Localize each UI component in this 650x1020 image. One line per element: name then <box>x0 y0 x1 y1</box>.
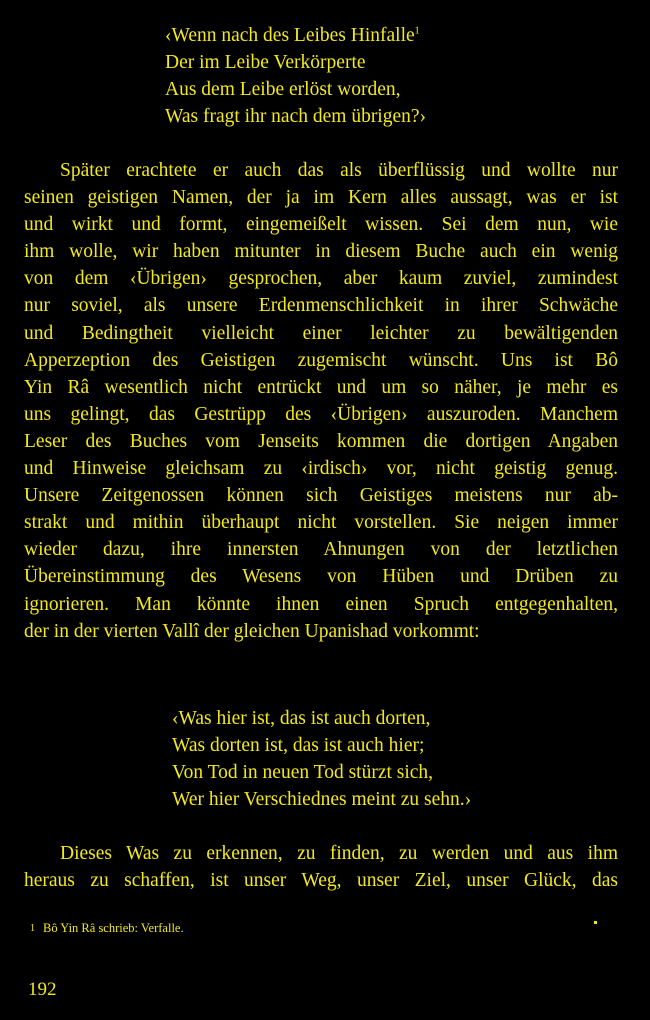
print-speck <box>594 921 597 924</box>
paragraph-line: Dieses Was zu erkennen, zu finden, zu werden und aus ihm <box>60 843 618 864</box>
verse-line: Der im Leibe Verkörperte <box>165 52 366 73</box>
verse-line-text: ‹Wenn nach des Leibes Hinfalle <box>165 25 415 46</box>
verse-line: Aus dem Leibe erlöst worden, <box>165 79 401 100</box>
body-paragraph-continued <box>24 840 618 894</box>
paragraph-line: wieder dazu, ihre innersten Ahnungen von der letztlichen <box>24 539 618 561</box>
paragraph-line: und Bedingtheit vielleicht einer leichter zu bewältigenden <box>24 322 618 344</box>
verse-quote-bottom <box>172 705 471 813</box>
paragraph-line: Übereinstimmung des Wesens von Hüben und Drüben zu <box>24 566 618 588</box>
paragraph-line: Apperzeption des Geistigen zugemischt wünscht. Uns ist Bô <box>24 349 618 371</box>
paragraph-line: Leser des Buches vom Jenseits kommen die dortigen Angaben <box>24 430 618 452</box>
paragraph-line: Yin Râ wesentlich nicht entrückt und um so näher, je mehr es <box>24 376 618 398</box>
paragraph-line: strakt und mithin überhaupt nicht vorstellen. Sie neigen immer <box>24 512 618 534</box>
paragraph-line: ignorieren. Man könnte ihnen einen Spruch entgegenhalten, <box>24 593 618 615</box>
paragraph-line: seinen geistigen Namen, der ja im Kern alles aussagt, was er ist <box>24 187 618 209</box>
verse-line: ‹Was hier ist, das ist auch dorten, <box>172 708 431 729</box>
paragraph-line: von dem ‹Übrigen› gesprochen, aber kaum zuviel, zumindest <box>24 268 618 290</box>
verse-quote-top <box>165 22 426 130</box>
paragraph-line: der in der vierten Vallî der gleichen Upanishad vorkommt: <box>24 620 480 642</box>
verse-line: Was dorten ist, das ist auch hier; <box>172 735 425 756</box>
footnote-text: Bô Yin Râ schrieb: Verfalle. <box>43 921 184 935</box>
footnote <box>30 920 184 937</box>
footnote-marker: 1 <box>30 923 35 934</box>
paragraph-line: Später erachtete er auch das als überflüssig und wollte nur <box>60 160 618 181</box>
body-paragraph <box>24 157 618 645</box>
paragraph-line: ihm wolle, wir haben mitunter in diesem Buche auch ein wenig <box>24 241 618 263</box>
paragraph-line: nur soviel, als unsere Erdenmenschlichkeit in ihrer Schwäche <box>24 295 618 317</box>
footnote-reference: 1 <box>414 25 420 37</box>
page-number: 192 <box>28 979 57 1000</box>
paragraph-line: heraus zu schaffen, ist unser Weg, unser Ziel, unser Glück, das <box>24 870 618 892</box>
verse-line <box>165 22 426 49</box>
paragraph-line: Unsere Zeitgenossen können sich Geistiges meistens nur ab- <box>24 485 618 507</box>
verse-line: Wer hier Verschiednes meint zu sehn.› <box>172 789 472 810</box>
paragraph-line: und wirkt und formt, eingemeißelt wissen. Sei dem nun, wie <box>24 214 618 236</box>
paragraph-line: und Hinweise gleichsam zu ‹irdisch› vor, nicht geistig genug. <box>24 458 618 480</box>
paragraph-line: uns gelingt, das Gestrüpp des ‹Übrigen› auszuroden. Manchem <box>24 403 618 425</box>
verse-line: Was fragt ihr nach dem übrigen?› <box>165 106 427 127</box>
verse-line: Von Tod in neuen Tod stürzt sich, <box>172 762 434 783</box>
